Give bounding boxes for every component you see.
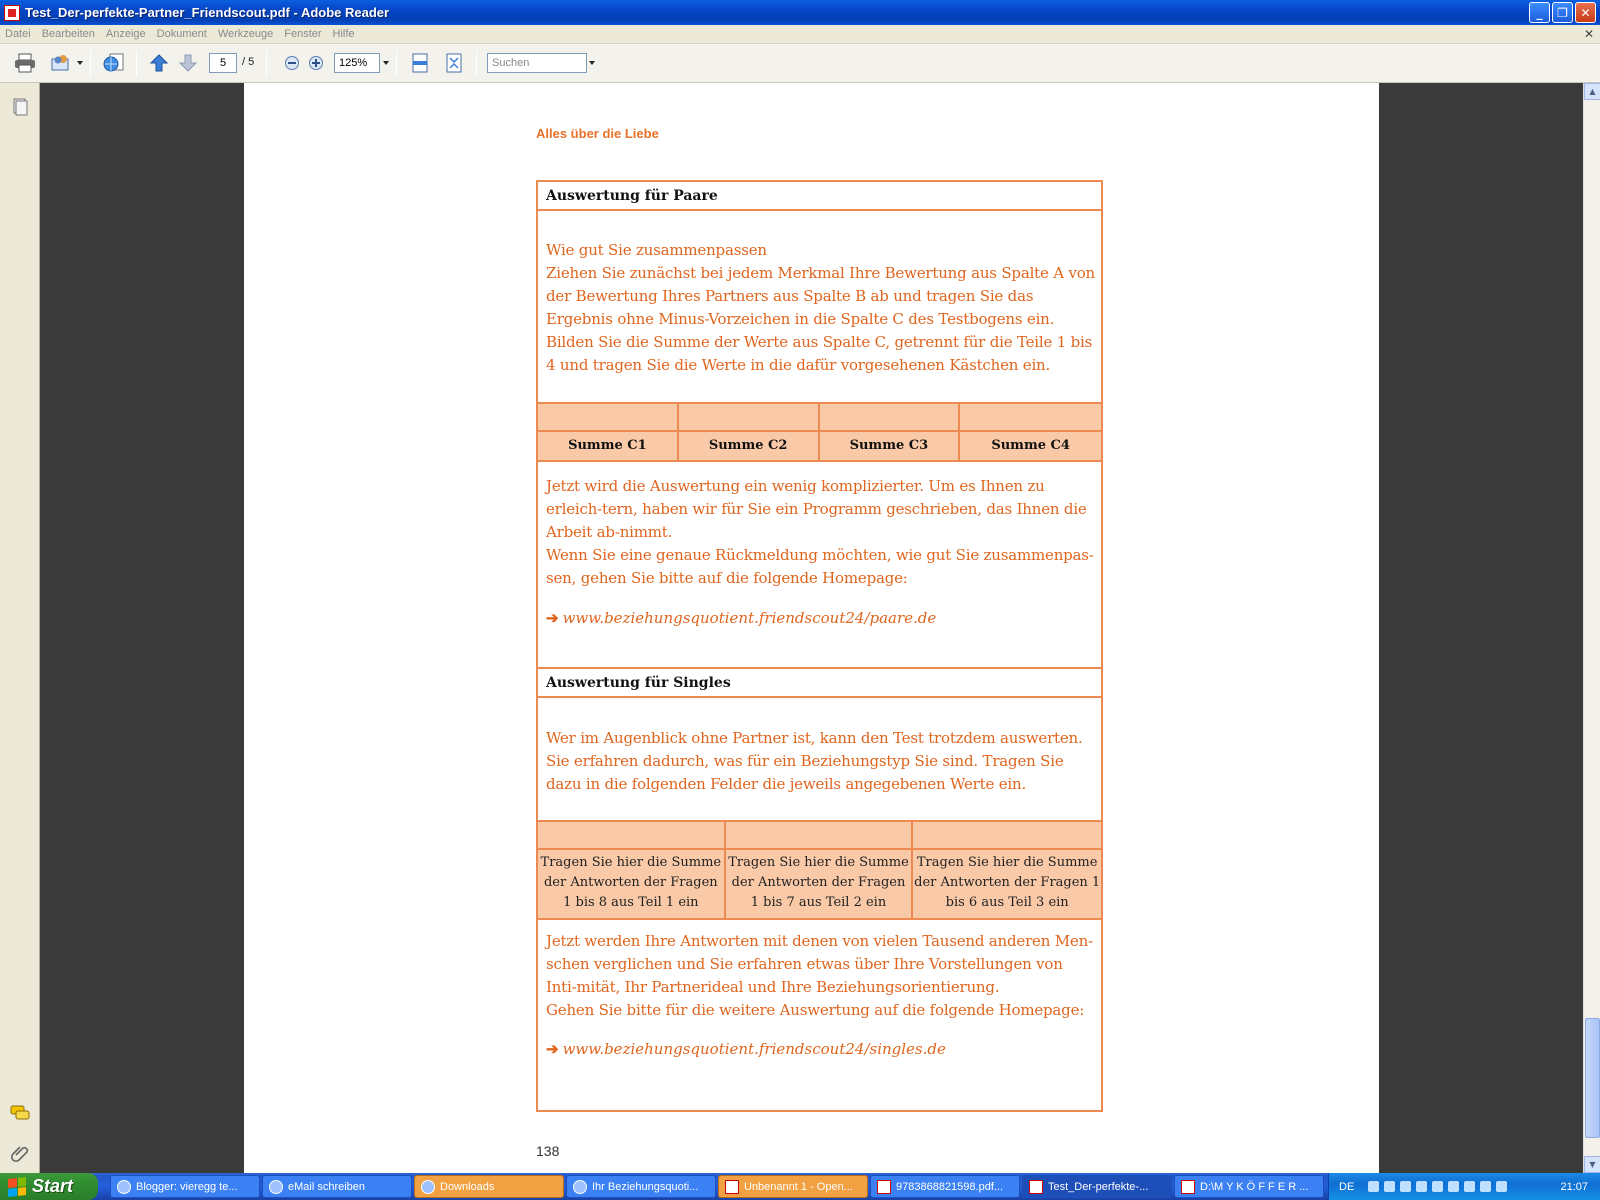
couples-followup-paragraph-1: Jetzt wird die Auswertung ein wenig komplizierter. Um es Ihnen zu erleich-tern, haben wir für Sie ein Programm geschrieben, das Ihnen die Arbeit ab-nimmt. bbox=[546, 477, 1087, 541]
window-title-bar[interactable] bbox=[0, 0, 1600, 25]
comments-icon[interactable] bbox=[10, 1103, 30, 1123]
email-button[interactable] bbox=[48, 50, 74, 76]
scrollbar-thumb[interactable] bbox=[1585, 1018, 1600, 1138]
couples-link[interactable] bbox=[546, 609, 936, 627]
start-label: Start bbox=[32, 1176, 74, 1196]
menu-hilfe[interactable]: Hilfe bbox=[332, 28, 355, 40]
tray-app-icon[interactable] bbox=[1432, 1181, 1443, 1192]
sum-c4-box bbox=[960, 404, 1101, 432]
task-label: Unbenannt 1 - Open... bbox=[744, 1180, 853, 1193]
zoom-level-field[interactable]: 125% bbox=[334, 53, 380, 73]
tray-icons bbox=[1368, 1181, 1507, 1192]
menu-werkzeuge[interactable]: Werkzeuge bbox=[217, 28, 274, 40]
page-number-input[interactable]: 5 bbox=[209, 53, 237, 73]
fit-page-icon bbox=[445, 53, 463, 73]
couples-intro-paragraph-1: Ziehen Sie zunächst bei jedem Merkmal Ihre Bewertung aus Spalte A von der Bewertung Ihres Partners aus Spalte B ab und tragen Sie das Ergebnis ohne Minus-Vorzeichen in die Spalte C des Testbogens ein. bbox=[546, 264, 1096, 328]
zoom-in-button[interactable] bbox=[303, 50, 329, 76]
adobe-reader-icon bbox=[4, 5, 20, 21]
print-button[interactable] bbox=[12, 50, 38, 76]
globe-document-icon bbox=[102, 52, 126, 74]
window-controls bbox=[1529, 2, 1596, 23]
task-label: D:\M Y K Ö F F E R ... bbox=[1200, 1180, 1309, 1193]
pdf-icon bbox=[1029, 1180, 1043, 1194]
next-page-button[interactable] bbox=[175, 50, 201, 76]
task-label: 9783868821598.pdf... bbox=[896, 1180, 1004, 1193]
tray-app-icon[interactable] bbox=[1480, 1181, 1491, 1192]
singles-followup-paragraph-2: Gehen Sie bitte für die weitere Auswertung auf die folgende Homepage: bbox=[546, 1001, 1085, 1019]
task-test-pdf[interactable] bbox=[1022, 1175, 1172, 1198]
browser-icon bbox=[573, 1180, 587, 1194]
couples-intro-text bbox=[546, 239, 1096, 377]
singles-link[interactable] bbox=[546, 1040, 946, 1058]
singles-link-text[interactable]: www.beziehungsquotient.friendscout24/singles.de bbox=[562, 1040, 946, 1058]
clock: 21:07 bbox=[1560, 1180, 1588, 1193]
sum-c4-label: Summe C4 bbox=[960, 432, 1101, 460]
previous-page-button[interactable] bbox=[146, 50, 172, 76]
start-button[interactable] bbox=[0, 1173, 98, 1200]
singles-followup-paragraph-1: Jetzt werden Ihre Antworten mit denen von vielen Tausend anderen Men-schen verglichen und Sie erfahren etwas über Ihre Vorstellungen von Inti-mität, Ihr Partnerideal und Ihre Beziehungsorientierung. bbox=[546, 932, 1093, 996]
task-openoffice[interactable] bbox=[718, 1175, 868, 1198]
task-downloads[interactable] bbox=[414, 1175, 564, 1198]
zoom-in-icon bbox=[308, 55, 324, 71]
document-icon bbox=[725, 1180, 739, 1194]
arrow-down-icon bbox=[178, 53, 198, 73]
toolbar bbox=[0, 44, 1600, 83]
couples-link-text[interactable]: www.beziehungsquotient.friendscout24/paare.de bbox=[562, 609, 937, 627]
singles-followup-text bbox=[546, 930, 1096, 1022]
task-label: Test_Der-perfekte-... bbox=[1048, 1180, 1149, 1193]
task-pdf-9783868821598[interactable] bbox=[870, 1175, 1020, 1198]
menu-anzeige[interactable]: Anzeige bbox=[105, 28, 146, 40]
task-label: Blogger: vieregg te... bbox=[136, 1180, 238, 1193]
singles-part3-label: Tragen Sie hier die Summe der Antworten der Fragen 1 bis 6 aus Teil 3 ein bbox=[913, 850, 1101, 918]
collaborate-button[interactable] bbox=[101, 50, 127, 76]
couples-heading: Auswertung für Paare bbox=[538, 182, 1101, 211]
fit-width-icon bbox=[411, 53, 429, 73]
couples-followup-text bbox=[546, 475, 1096, 590]
attachments-icon[interactable] bbox=[10, 1143, 30, 1163]
menu-datei[interactable]: Datei bbox=[5, 28, 31, 40]
system-tray bbox=[1328, 1173, 1600, 1200]
email-dropdown-arrow[interactable] bbox=[77, 61, 83, 65]
couples-intro-paragraph-2: Bilden Sie die Summe der Werte aus Spalte C, getrennt für die Teile 1 bis 4 und tragen Sie die Werte in die dafür vorgesehenen Kästchen ein. bbox=[546, 333, 1093, 374]
evaluation-frame bbox=[536, 180, 1103, 1112]
tray-app-icon[interactable] bbox=[1464, 1181, 1475, 1192]
singles-part1-box bbox=[538, 822, 726, 850]
minimize-button[interactable]: _ bbox=[1529, 2, 1550, 23]
task-folder[interactable] bbox=[1174, 1175, 1324, 1198]
zoom-out-button[interactable] bbox=[279, 50, 305, 76]
task-blogger[interactable] bbox=[110, 1175, 260, 1198]
browser-icon bbox=[117, 1180, 131, 1194]
language-indicator[interactable]: DE bbox=[1339, 1180, 1355, 1193]
arrow-right-icon: ➔ bbox=[546, 609, 559, 627]
sum-c1-box bbox=[538, 404, 679, 432]
folder-icon bbox=[1181, 1180, 1195, 1194]
singles-part3-box bbox=[913, 822, 1101, 850]
envelope-people-icon bbox=[50, 53, 72, 73]
document-close-icon[interactable]: ✕ bbox=[1583, 27, 1594, 41]
singles-part2-box bbox=[726, 822, 914, 850]
search-dropdown-arrow[interactable] bbox=[589, 61, 595, 65]
task-label: Ihr Beziehungsquoti... bbox=[592, 1180, 699, 1193]
page-number: 138 bbox=[536, 1143, 560, 1159]
printer-icon bbox=[14, 53, 36, 73]
menu-bar bbox=[0, 25, 1600, 44]
zoom-out-icon bbox=[284, 55, 300, 71]
tray-network-icon[interactable] bbox=[1384, 1181, 1395, 1192]
singles-heading: Auswertung für Singles bbox=[538, 667, 1101, 698]
close-button[interactable]: ✕ bbox=[1575, 2, 1596, 23]
running-head: Alles über die Liebe bbox=[536, 126, 659, 141]
menu-dokument[interactable]: Dokument bbox=[156, 28, 207, 40]
singles-sum-table bbox=[538, 820, 1101, 920]
tray-app-icon[interactable] bbox=[1400, 1181, 1411, 1192]
window-title: Test_Der-perfekte-Partner_Friendscout.pdf - Adobe Reader bbox=[25, 5, 390, 20]
task-label: Downloads bbox=[440, 1180, 495, 1193]
restore-button[interactable]: ❐ bbox=[1552, 2, 1573, 23]
sum-c3-label: Summe C3 bbox=[820, 432, 961, 460]
navigation-panel bbox=[0, 83, 40, 1173]
scroll-down-arrow[interactable]: ▼ bbox=[1584, 1156, 1600, 1173]
sum-c1-label: Summe C1 bbox=[538, 432, 679, 460]
tray-app-icon[interactable] bbox=[1416, 1181, 1427, 1192]
vertical-scrollbar[interactable] bbox=[1583, 83, 1600, 1173]
couples-followup-paragraph-2: Wenn Sie eine genaue Rückmeldung möchten, wie gut Sie zusammenpas-sen, gehen Sie bitte auf die folgende Homepage: bbox=[546, 546, 1094, 587]
task-beziehungsquotient[interactable] bbox=[566, 1175, 716, 1198]
scroll-up-arrow[interactable]: ▲ bbox=[1584, 83, 1600, 100]
fit-width-button[interactable] bbox=[407, 50, 433, 76]
tray-app-icon[interactable] bbox=[1448, 1181, 1459, 1192]
arrow-right-icon: ➔ bbox=[546, 1040, 559, 1058]
singles-intro-text bbox=[546, 727, 1096, 796]
pages-icon[interactable] bbox=[10, 97, 30, 117]
menu-bearbeiten[interactable]: Bearbeiten bbox=[41, 28, 95, 40]
task-label: eMail schreiben bbox=[288, 1180, 366, 1193]
task-email[interactable] bbox=[262, 1175, 412, 1198]
zoom-dropdown-arrow[interactable] bbox=[383, 61, 389, 65]
pdf-page bbox=[244, 83, 1379, 1173]
tray-chevron-icon[interactable] bbox=[1368, 1181, 1379, 1192]
taskbar bbox=[0, 1173, 1600, 1200]
pdf-icon bbox=[877, 1180, 891, 1194]
arrow-up-icon bbox=[149, 53, 169, 73]
fit-page-button[interactable] bbox=[441, 50, 467, 76]
page-total: / 5 bbox=[242, 56, 255, 68]
sum-c2-box bbox=[679, 404, 820, 432]
browser-icon bbox=[269, 1180, 283, 1194]
singles-part1-label: Tragen Sie hier die Summe der Antworten der Fragen 1 bis 8 aus Teil 1 ein bbox=[538, 850, 726, 918]
browser-icon bbox=[421, 1180, 435, 1194]
windows-logo-icon bbox=[8, 1177, 26, 1197]
sum-c3-box bbox=[820, 404, 961, 432]
search-input[interactable]: Suchen bbox=[487, 53, 587, 73]
menu-fenster[interactable]: Fenster bbox=[284, 28, 322, 40]
singles-part2-label: Tragen Sie hier die Summe der Antworten der Fragen 1 bis 7 aus Teil 2 ein bbox=[726, 850, 914, 918]
couples-intro-subtitle: Wie gut Sie zusammenpassen bbox=[546, 241, 767, 259]
sum-c2-label: Summe C2 bbox=[679, 432, 820, 460]
tray-volume-icon[interactable] bbox=[1496, 1181, 1507, 1192]
couples-sum-table bbox=[538, 402, 1101, 462]
singles-intro-paragraph: Wer im Augenblick ohne Partner ist, kann den Test trotzdem auswerten. Sie erfahren dadurch, was für ein Beziehungstyp Sie sind. Tragen Sie dazu in die folgenden Felder die jeweils angegebenen Werte ein. bbox=[546, 729, 1083, 793]
document-viewport[interactable] bbox=[41, 83, 1583, 1173]
